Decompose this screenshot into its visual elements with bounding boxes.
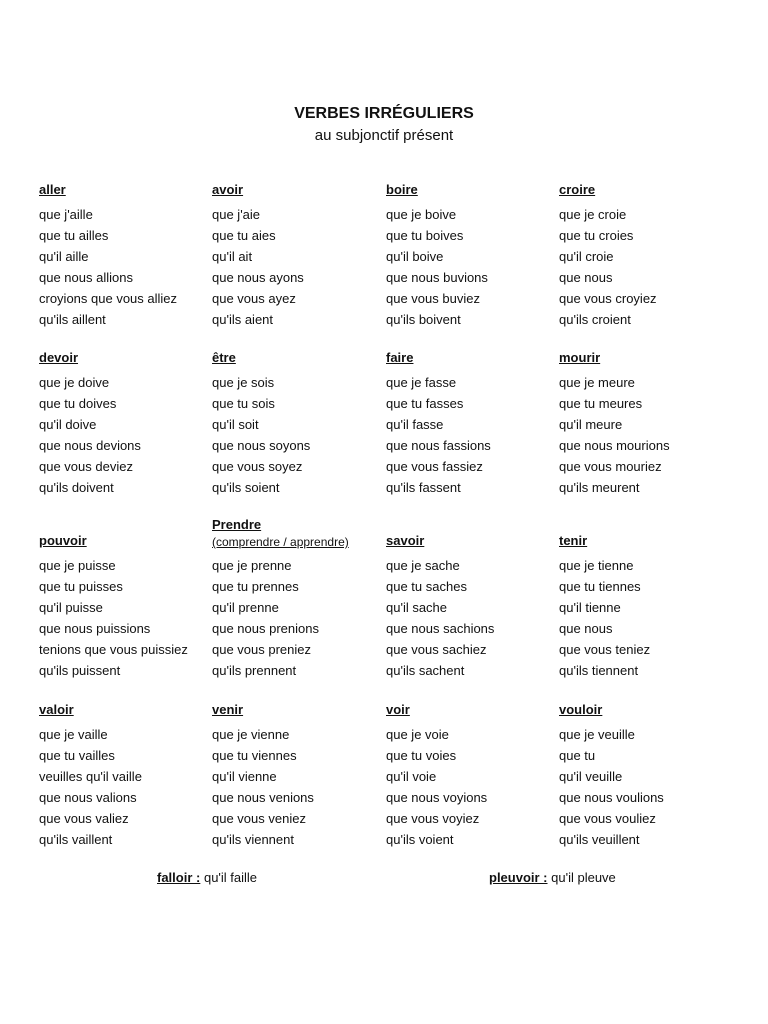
- conjugation-form: que vous ayez: [212, 291, 296, 306]
- conjugation-form: que vous croyiez: [559, 291, 657, 306]
- conjugation-form: que nous mourions: [559, 438, 670, 453]
- conjugation-form: que tu viennes: [212, 748, 297, 763]
- conjugation-form: qu'ils aient: [212, 312, 274, 327]
- conjugation-form: que nous voulions: [559, 790, 664, 805]
- conjugation-form: que vous preniez: [212, 642, 312, 657]
- conjugation-form: que je meure: [559, 375, 635, 390]
- verb-infinitive: pouvoir: [39, 533, 87, 548]
- verb-heading: [212, 182, 384, 204]
- pleuvoir-label: pleuvoir :: [489, 870, 548, 885]
- conjugation-form: qu'ils meurent: [559, 480, 640, 495]
- conjugation-form: que je vaille: [39, 727, 108, 742]
- verb-block: [212, 350, 384, 498]
- conjugation-form: qu'il tienne: [559, 600, 621, 615]
- verb-heading: [39, 702, 211, 724]
- conjugation-list: [212, 555, 384, 681]
- conjugation-form: que nous ayons: [212, 270, 304, 285]
- conjugation-form: que tu boives: [386, 228, 464, 243]
- page-subtitle: au subjonctif présent: [314, 127, 454, 144]
- conjugation-form: qu'il meure: [559, 417, 623, 432]
- conjugation-form: que vous soyez: [212, 459, 303, 474]
- verb-heading: [386, 350, 558, 372]
- verb-infinitive: venir: [212, 702, 244, 717]
- verb-infinitive: aller: [39, 182, 66, 197]
- verb-infinitive: voir: [386, 702, 410, 717]
- conjugation-form: que tu puisses: [39, 579, 123, 594]
- conjugation-form: que tu sois: [212, 396, 275, 411]
- verb-block: [386, 533, 558, 681]
- verb-heading: [212, 350, 384, 372]
- conjugation-form: qu'ils voient: [386, 832, 454, 847]
- conjugation-form: que je voie: [386, 727, 449, 742]
- conjugation-form: tenions que vous puissiez: [39, 642, 188, 657]
- conjugation-form: qu'il doive: [39, 417, 97, 432]
- conjugation-list: [559, 724, 731, 850]
- conjugation-list: [559, 204, 731, 330]
- conjugation-form: qu'ils croient: [559, 312, 631, 327]
- verb-infinitive: croire: [559, 182, 596, 197]
- conjugation-form: que nous devions: [39, 438, 141, 453]
- conjugation-list: [39, 724, 211, 850]
- conjugation-form: que tu doives: [39, 396, 117, 411]
- conjugation-form: que tu ailles: [39, 228, 109, 243]
- pleuvoir-note: [489, 870, 616, 885]
- conjugation-form: que vous valiez: [39, 811, 129, 826]
- conjugation-form: que je tienne: [559, 558, 634, 573]
- conjugation-form: que nous: [559, 621, 613, 636]
- verb-infinitive: mourir: [559, 350, 601, 365]
- verb-heading: [559, 350, 731, 372]
- verb-block: [212, 702, 384, 850]
- conjugation-list: [386, 724, 558, 850]
- verb-block: [559, 182, 731, 330]
- conjugation-form: qu'ils aillent: [39, 312, 106, 327]
- conjugation-list: [39, 372, 211, 498]
- conjugation-list: [39, 555, 211, 681]
- conjugation-form: que tu tiennes: [559, 579, 641, 594]
- pleuvoir-form: qu'il pleuve: [551, 870, 616, 885]
- conjugation-form: que tu meures: [559, 396, 643, 411]
- conjugation-form: que nous allions: [39, 270, 133, 285]
- verb-block: [39, 350, 211, 498]
- verb-heading: [386, 533, 558, 555]
- conjugation-list: [559, 372, 731, 498]
- verb-block: [39, 533, 211, 681]
- conjugation-form: que vous deviez: [39, 459, 133, 474]
- verb-infinitive: Prendre: [212, 517, 262, 532]
- conjugation-form: que je fasse: [386, 375, 457, 390]
- verb-infinitive: devoir: [39, 350, 79, 365]
- verb-infinitive: boire: [386, 182, 418, 197]
- conjugation-form: que je croie: [559, 207, 627, 222]
- conjugation-form: que nous valions: [39, 790, 137, 805]
- conjugation-form: qu'il boive: [386, 249, 444, 264]
- conjugation-form: que tu croies: [559, 228, 634, 243]
- conjugation-form: que vous sachiez: [386, 642, 487, 657]
- conjugation-form: que je prenne: [212, 558, 292, 573]
- conjugation-form: que vous teniez: [559, 642, 651, 657]
- conjugation-list: [386, 372, 558, 498]
- verb-heading: [39, 182, 211, 204]
- conjugation-form: qu'il ait: [212, 249, 253, 264]
- conjugation-form: qu'ils viennent: [212, 832, 294, 847]
- conjugation-form: que je boive: [386, 207, 457, 222]
- conjugation-form: que je puisse: [39, 558, 116, 573]
- conjugation-form: veuilles qu'il vaille: [39, 769, 142, 784]
- verb-infinitive: être: [212, 350, 236, 365]
- conjugation-form: que vous buviez: [386, 291, 480, 306]
- verb-block: [386, 702, 558, 850]
- verb-block: [212, 182, 384, 330]
- conjugation-form: que nous buvions: [386, 270, 488, 285]
- conjugation-form: que j'aille: [39, 207, 93, 222]
- conjugation-form: qu'ils doivent: [39, 480, 114, 495]
- conjugation-form: qu'ils sachent: [386, 663, 465, 678]
- conjugation-form: que nous fassions: [386, 438, 491, 453]
- conjugation-form: que vous vouliez: [559, 811, 656, 826]
- conjugation-form: que nous puissions: [39, 621, 151, 636]
- conjugation-form: qu'ils puissent: [39, 663, 121, 678]
- conjugation-form: que nous: [559, 270, 613, 285]
- verb-block: [386, 182, 558, 330]
- page-title: VERBES IRRÉGULIERS: [294, 105, 474, 122]
- conjugation-form: qu'ils fassent: [386, 480, 461, 495]
- verb-heading: [559, 533, 731, 555]
- verb-infinitive: avoir: [212, 182, 244, 197]
- conjugation-form: que nous sachions: [386, 621, 495, 636]
- conjugation-list: [212, 372, 384, 498]
- conjugation-form: qu'ils prennent: [212, 663, 297, 678]
- conjugation-form: que nous voyions: [386, 790, 488, 805]
- conjugation-list: [386, 204, 558, 330]
- conjugation-form: qu'ils tiennent: [559, 663, 639, 678]
- conjugation-form: que tu fasses: [386, 396, 464, 411]
- verb-heading: [386, 182, 558, 204]
- verb-infinitive: tenir: [559, 533, 588, 548]
- verb-heading: [212, 517, 384, 555]
- verb-block: [386, 350, 558, 498]
- conjugation-form: que tu aies: [212, 228, 276, 243]
- conjugation-form: que tu vailles: [39, 748, 115, 763]
- verb-block: [212, 517, 384, 681]
- verb-block: [39, 182, 211, 330]
- verb-infinitive: valoir: [39, 702, 74, 717]
- conjugation-form: que je sois: [212, 375, 275, 390]
- falloir-note: [157, 870, 257, 885]
- conjugation-form: que je vienne: [212, 727, 290, 742]
- verb-heading: [559, 182, 731, 204]
- conjugation-form: qu'ils veuillent: [559, 832, 640, 847]
- conjugation-form: que nous venions: [212, 790, 314, 805]
- conjugation-form: qu'il croie: [559, 249, 614, 264]
- conjugation-form: qu'il voie: [386, 769, 437, 784]
- verb-infinitive: vouloir: [559, 702, 603, 717]
- conjugation-form: qu'il vienne: [212, 769, 277, 784]
- conjugation-form: que je doive: [39, 375, 110, 390]
- verb-heading: [39, 350, 211, 372]
- conjugation-form: qu'il soit: [212, 417, 259, 432]
- conjugation-form: qu'il veuille: [559, 769, 623, 784]
- verb-block: [559, 702, 731, 850]
- verb-infinitive: faire: [386, 350, 414, 365]
- conjugation-list: [386, 555, 558, 681]
- verb-block: [559, 533, 731, 681]
- falloir-label: falloir :: [157, 870, 201, 885]
- conjugation-form: qu'ils soient: [212, 480, 280, 495]
- conjugation-form: que tu prennes: [212, 579, 299, 594]
- verb-heading: [559, 702, 731, 724]
- conjugation-form: que tu: [559, 748, 596, 763]
- conjugation-form: croyions que vous alliez: [39, 291, 178, 306]
- conjugation-form: que vous veniez: [212, 811, 306, 826]
- verb-block: [559, 350, 731, 498]
- conjugation-form: qu'il sache: [386, 600, 448, 615]
- verb-infinitive: savoir: [386, 533, 425, 548]
- conjugation-list: [39, 204, 211, 330]
- conjugation-form: que je sache: [386, 558, 460, 573]
- conjugation-form: que vous mouriez: [559, 459, 662, 474]
- verb-note: (comprendre / apprendre): [212, 535, 349, 549]
- verb-block: [39, 702, 211, 850]
- conjugation-form: que tu voies: [386, 748, 457, 763]
- conjugation-form: que vous voyiez: [386, 811, 480, 826]
- conjugation-form: que je veuille: [559, 727, 635, 742]
- verb-heading: [386, 702, 558, 724]
- conjugation-form: qu'il fasse: [386, 417, 444, 432]
- conjugation-form: que nous prenions: [212, 621, 319, 636]
- conjugation-form: qu'ils vaillent: [39, 832, 113, 847]
- verb-heading: [39, 533, 211, 555]
- conjugation-form: qu'il aille: [39, 249, 89, 264]
- conjugation-list: [212, 724, 384, 850]
- conjugation-form: que j'aie: [212, 207, 261, 222]
- conjugation-form: qu'ils boivent: [386, 312, 461, 327]
- conjugation-list: [212, 204, 384, 330]
- falloir-form: qu'il faille: [203, 870, 258, 885]
- conjugation-form: qu'il prenne: [212, 600, 279, 615]
- conjugation-form: qu'il puisse: [39, 600, 103, 615]
- conjugation-list: [559, 555, 731, 681]
- verb-heading: [212, 702, 384, 724]
- conjugation-form: que tu saches: [386, 579, 467, 594]
- conjugation-form: que nous soyons: [212, 438, 311, 453]
- conjugation-form: que vous fassiez: [386, 459, 483, 474]
